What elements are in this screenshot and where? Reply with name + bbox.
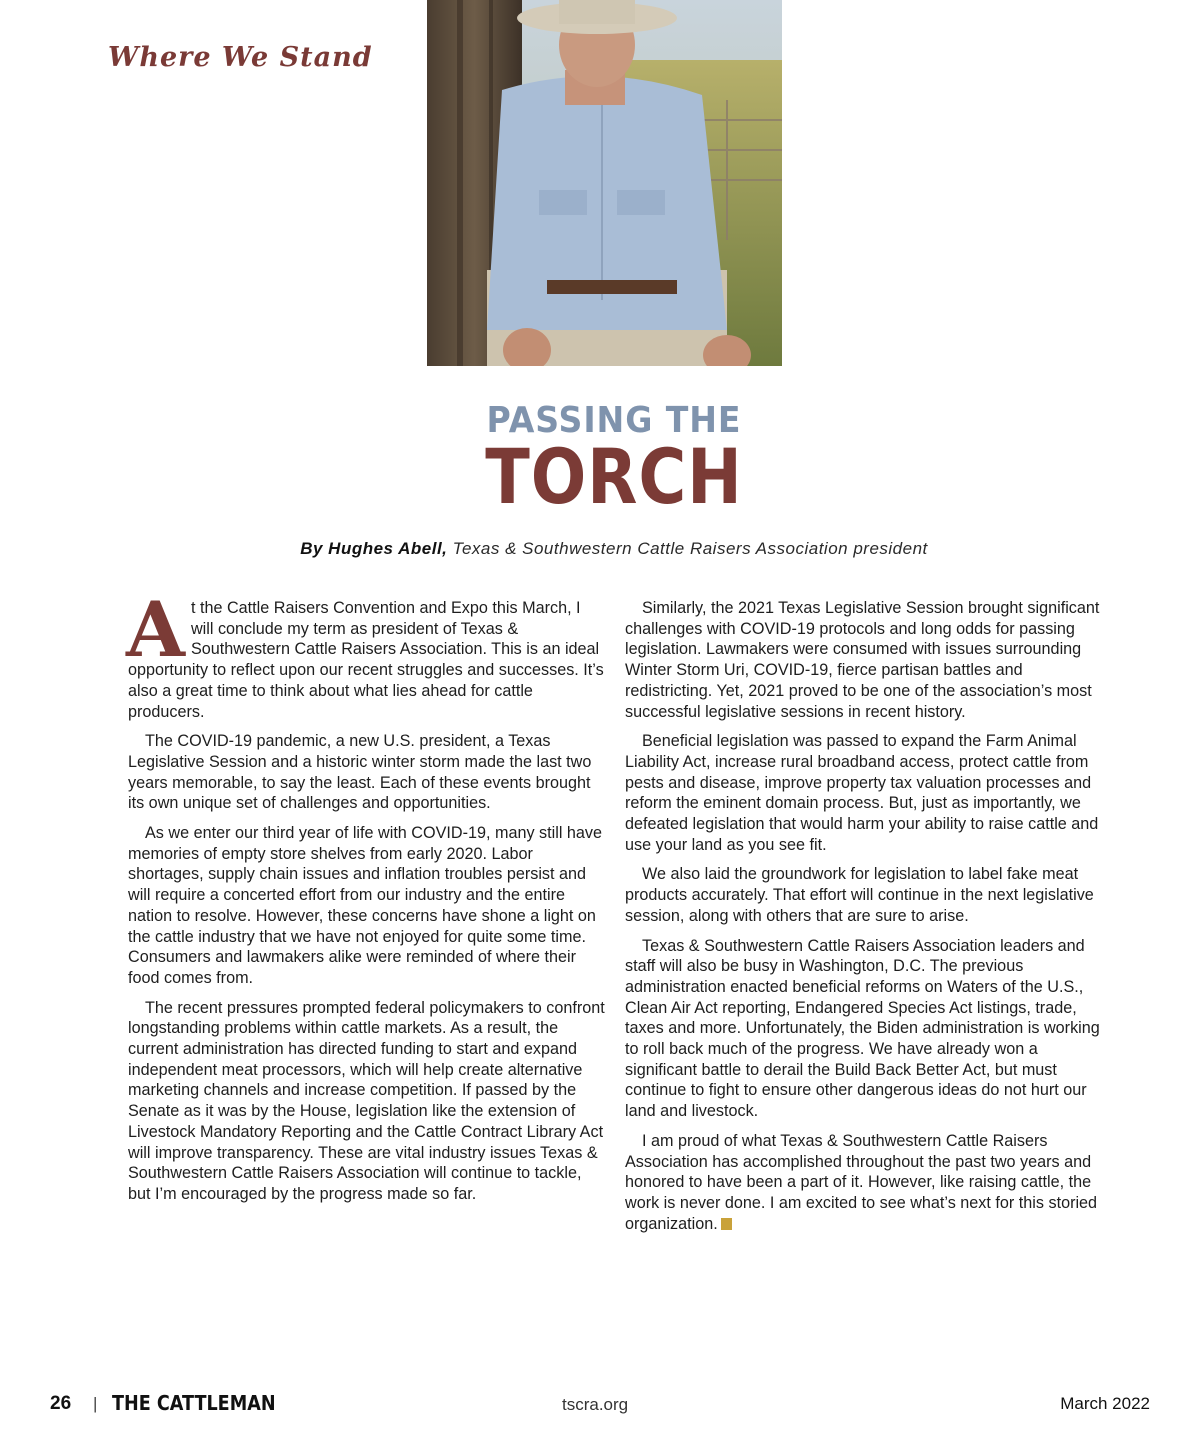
website-link[interactable]: tscra.org: [562, 1395, 629, 1414]
portrait-photo: [427, 0, 782, 366]
paragraph: The COVID-19 pandemic, a new U.S. president, a Texas Legislative Session and a historic winter storm made the last two years memorable, to say the least. Each of these events brought its own unique set of challenges and opportunities.: [128, 732, 592, 813]
paragraph: Texas & Southwestern Cattle Raisers Association leaders and staff will also be busy in Washington, D.C. The previous administration enacted beneficial reforms on Waters of the U.S., Clean Air Act reporting, Endangered Species Act listings, trade, taxes and more. Unfortunately, the Biden administration is working to roll back much of the progress. We have already won a significant battle to derail the Build Back Better Act, but must continue to fight to ensure other dangerous ideas do not hurt our land and livestock.: [625, 936, 1100, 1121]
end-mark-icon: [721, 1218, 732, 1230]
footer-separator: |: [93, 1394, 98, 1413]
headline-line-2: TORCH: [485, 432, 743, 521]
page-number: 26: [50, 1393, 72, 1414]
paragraph: At the Cattle Raisers Convention and Expo this March, I will conclude my term as president of Texas & Southwestern Cattle Raisers Association. This is an ideal opportunity to reflect upon our recent struggles and successes. It’s also a great time to think about what lies ahead for cattle producers.: [126, 585, 604, 721]
paragraph: The recent pressures prompted federal policymakers to confront longstanding problems within cattle markets. As a result, the current administration has directed funding to start and expand independent meat processors, which will help create alternative marketing channels and increase competition. If passed by the Senate as it was by the House, legislation like the extension of Livestock Mandatory Reporting and the Cattle Contract Library Act will improve transparency. These are vital industry issues Texas & Southwestern Cattle Raisers Association will continue to tackle, but I’m encouraged by the progress made so far.: [128, 998, 605, 1203]
drop-cap: A: [126, 585, 185, 674]
byline-author: By Hughes Abell,: [300, 539, 448, 558]
section-kicker: Where We Stand: [108, 42, 373, 73]
paragraph: Beneficial legislation was passed to expand the Farm Animal Liability Act, increase rural broadband access, protect cattle from pests and disease, improve property tax valuation processes and reform the eminent domain process. But, just as importantly, we defeated legislation that would harm your ability to raise cattle and use your land as you see fit.: [625, 732, 1099, 854]
byline-role: Texas & Southwestern Cattle Raisers Association president: [452, 539, 928, 558]
paragraph-last: I am proud of what Texas & Southwestern Cattle Raisers Association has accomplished throughout the past two years and honored to have been a part of it. However, like raising cattle, the work is never done. I am excited to see what’s next for this storied organization.: [625, 1131, 1098, 1233]
magazine-name: THE CATTLEMAN: [112, 1391, 276, 1415]
byline: [0, 539, 1200, 559]
article-column-left: [126, 585, 606, 1214]
paragraph: Similarly, the 2021 Texas Legislative Session brought significant challenges with COVID-19 protocols and long odds for passing legislation. Lawmakers were consumed with issues surrounding Winter Storm Uri, COVID-19, fierce partisan battles and redistricting. Yet, 2021 proved to be one of the association’s most successful legislative sessions in recent history.: [625, 599, 1100, 721]
paragraph: As we enter our third year of life with COVID-19, many still have memories of empty store shelves from early 2020. Labor shortages, supply chain issues and inflation troubles persist and will require a concerted effort from our industry and the entire nation to resolve. However, these concerns have shone a light on the cattle industry that we have not enjoyed for quite some time. Consumers and lawmakers alike were reminded of where their food comes from.: [128, 824, 603, 987]
article-column-right: [625, 598, 1100, 1243]
issue-date: March 2022: [1060, 1394, 1150, 1413]
headline-line-1: PASSING THE: [486, 400, 742, 441]
paragraph: We also laid the groundwork for legislation to label fake meat products accurately. That effort will continue in the next legislative session, along with others that are sure to arise.: [625, 865, 1094, 925]
